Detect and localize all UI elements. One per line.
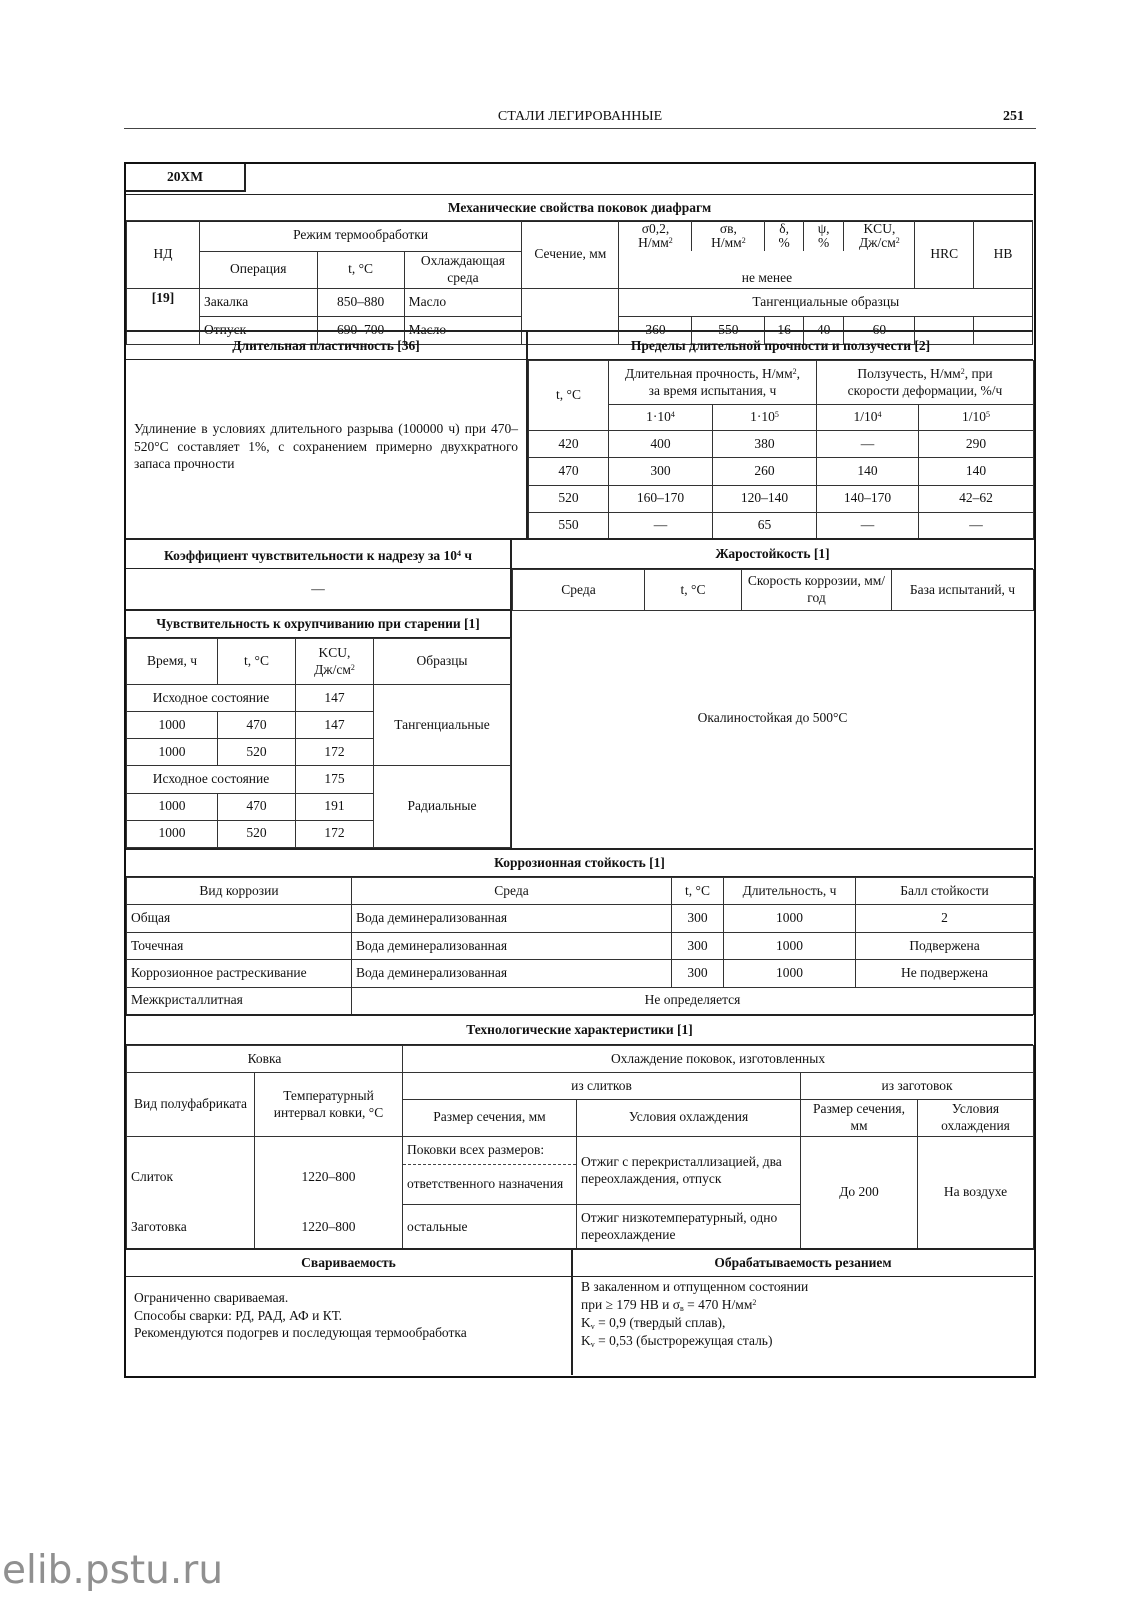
cell: Не определяется: [352, 987, 1034, 1014]
heat-title: Жаростойкость [1]: [512, 540, 1033, 569]
air: На воздухе: [918, 1136, 1034, 1249]
mach-line: $K_v = 0,9$ (твердый сплав),: [581, 1314, 726, 1331]
cooling-header: Охлаждение поковок, изготовленных: [403, 1046, 1034, 1073]
sub-header: $1\cdot 10^5$: [713, 405, 817, 431]
page-number: 251: [1003, 109, 1024, 124]
ingot-t: 1220–800: [255, 1165, 403, 1205]
ingot: Слиток: [127, 1165, 255, 1205]
mach-text: [581, 1278, 808, 1351]
cell: 140–170: [817, 485, 919, 512]
nd-header: НД: [127, 221, 200, 289]
notch-title: Коэффициент чувствительности к надрезу за $10^4$ ч: [126, 540, 510, 569]
blank-t: 1220–800: [255, 1205, 403, 1250]
blanks-header: из заготовок: [801, 1073, 1034, 1099]
rest: остальные: [403, 1205, 577, 1250]
value-cell: 16: [765, 316, 804, 344]
cell: 470: [529, 458, 609, 485]
sub-header: $1\cdot 10^4$: [609, 405, 713, 431]
cell: 172: [296, 739, 374, 766]
heat-col: Скорость коррозии, мм/год: [742, 570, 892, 611]
cell: 120–140: [713, 485, 817, 512]
cell: 140: [817, 458, 919, 485]
page-header: [124, 108, 1036, 129]
heat-col: База испытаний, ч: [892, 570, 1034, 611]
ingots-header: из слитков: [403, 1073, 801, 1099]
aging-block: [126, 610, 512, 848]
heat-col: t, °С: [645, 570, 742, 611]
corr-col: Вид коррозии: [127, 878, 352, 905]
cell: 147: [296, 712, 374, 739]
cell: 175: [296, 766, 374, 793]
cell: 147: [296, 685, 374, 712]
sub-header: $1/10^5$: [919, 405, 1034, 431]
corr-col: t, °С: [672, 878, 724, 905]
mach-line: при ≥ 179 НВ и $\sigma_в = 470$ $Н/мм^2$: [581, 1296, 757, 1313]
cell: 140: [919, 458, 1034, 485]
limits-t-header: t, °С: [529, 361, 609, 431]
hb-header: НВ: [974, 221, 1033, 289]
cell: 300: [609, 458, 713, 485]
heat-text: Окалиностойкая до 500°С: [697, 710, 848, 725]
cell: Вода деминерализованная: [352, 960, 672, 987]
cell: 191: [296, 793, 374, 820]
cell: 550: [529, 512, 609, 539]
cell: [127, 1136, 255, 1164]
aging-col: Образцы: [374, 639, 511, 685]
cell: 400: [609, 431, 713, 458]
cell: 65: [713, 512, 817, 539]
corr-col: Среда: [352, 878, 672, 905]
upto: До 200: [801, 1136, 918, 1249]
medium-cell: Масло: [404, 288, 522, 316]
corr-col: Балл стойкости: [856, 878, 1034, 905]
cell: Коррозионное растрескивание: [127, 960, 352, 987]
cell: Подвержена: [856, 932, 1034, 959]
notch-block: [126, 538, 512, 610]
cell: 1000: [127, 739, 218, 766]
cell: —: [919, 512, 1034, 539]
cell: 520: [529, 485, 609, 512]
size2-header: Размер сечения, мм: [801, 1099, 918, 1136]
cell: Общая: [127, 905, 352, 932]
kcu-header: KCU, $Дж/см^2$: [844, 221, 915, 252]
delta-header: δ, %: [765, 221, 804, 252]
medium-header: Охлаждающая среда: [404, 251, 522, 288]
cell: 420: [529, 431, 609, 458]
cell: 300: [672, 960, 724, 987]
cond-header: Условия охлаждения: [577, 1099, 801, 1136]
hrc-header: HRC: [915, 221, 974, 289]
section-header: Сечение, мм: [522, 221, 619, 289]
forging-header: Ковка: [127, 1046, 403, 1073]
resp: ответственного назначения: [403, 1165, 577, 1205]
mode-header: Режим термообработки: [199, 221, 521, 252]
cell: 300: [672, 905, 724, 932]
cell: Не подвержена: [856, 960, 1034, 987]
aging-col: Время, ч: [127, 639, 218, 685]
cell: 470: [218, 793, 296, 820]
cell: 160–170: [609, 485, 713, 512]
weld-title: Свариваемость: [126, 1250, 571, 1277]
cell: Точечная: [127, 932, 352, 959]
value-cell: 360: [619, 316, 692, 344]
sub-header: $1/10^4$: [817, 405, 919, 431]
plasticity-block: [126, 330, 528, 538]
cell: [255, 1136, 403, 1164]
temp-cell: 690–700: [317, 316, 404, 344]
cell: 470: [218, 712, 296, 739]
temp-cell: 850–880: [317, 288, 404, 316]
heat-block: [512, 538, 1033, 848]
notch-value: —: [311, 581, 325, 596]
medium-cell: Масло: [404, 316, 522, 344]
limits-title: Пределы длительной прочности и ползучести [2]: [528, 332, 1033, 360]
cell: 2: [856, 905, 1034, 932]
cell: 1000: [724, 905, 856, 932]
cell: Вода деминерализованная: [352, 932, 672, 959]
s02-header: σ0,2, $Н/мм^2$: [619, 221, 692, 252]
value-cell: 40: [803, 316, 844, 344]
psi-header: ψ, %: [803, 221, 844, 252]
blank: Заготовка: [127, 1205, 255, 1250]
init-state: Исходное состояние: [127, 766, 296, 793]
samples-radial: Радиальные: [374, 766, 511, 848]
cell: 1000: [127, 793, 218, 820]
value-cell: —: [974, 316, 1033, 344]
tech-block: [126, 1014, 1033, 1248]
grade-label: 20ХМ: [167, 169, 203, 184]
value-cell: 550: [692, 316, 765, 344]
cell: 520: [218, 820, 296, 847]
kind-header: Вид полуфабриката: [127, 1073, 255, 1136]
cell: 290: [919, 431, 1034, 458]
steel-card: [124, 162, 1036, 1378]
value-cell: —: [915, 316, 974, 344]
cell: 42–62: [919, 485, 1034, 512]
nd-ref: [19]: [127, 288, 200, 344]
sv-header: σв, $Н/мм^2$: [692, 221, 765, 252]
aging-col: KCU, $Дж/см^2$: [296, 639, 374, 685]
tech-title: Технологические характеристики [1]: [126, 1016, 1033, 1045]
interval-header: Температурный интервал ковки, °С: [255, 1073, 403, 1136]
long-strength-header: Длительная прочность, $Н/мм^2$, за время испытания, ч: [609, 361, 817, 405]
cell: 520: [218, 739, 296, 766]
init-state: Исходное состояние: [127, 685, 296, 712]
cell: 1000: [127, 820, 218, 847]
watermark: elib.pstu.ru: [2, 1548, 224, 1593]
limits-block: [528, 330, 1033, 538]
mach-title: Обрабатываемость резанием: [573, 1250, 1033, 1277]
cond2-header: Условия охлаждения: [918, 1099, 1034, 1136]
cell: 1000: [127, 712, 218, 739]
value-cell: 60: [844, 316, 915, 344]
weld-line: Рекомендуются подогрев и последующая термообработка: [134, 1325, 467, 1341]
cell: Межкристаллитная: [127, 987, 352, 1014]
plasticity-title: Длительная пластичность [36]: [126, 332, 526, 360]
cell: 300: [672, 932, 724, 959]
mach-line: $K_v = 0,53$ (быстрорежущая сталь): [581, 1333, 773, 1350]
aging-col: t, °С: [218, 639, 296, 685]
weld-line: Ограниченно свариваемая.: [134, 1290, 289, 1305]
mach-block: [573, 1248, 1033, 1375]
resp-cond: Отжиг с перекристаллизацией, два переохлаждения, отпуск: [577, 1136, 801, 1205]
running-title: СТАЛИ ЛЕГИРОВАННЫЕ: [497, 109, 663, 124]
corr-col: Длительность, ч: [724, 878, 856, 905]
corrosion-title: Коррозионная стойкость [1]: [126, 850, 1033, 877]
cell: —: [817, 431, 919, 458]
samples-cell: Тангенциальные образцы: [619, 288, 1033, 316]
not-less: не менее: [619, 251, 915, 288]
cell: 380: [713, 431, 817, 458]
op-cell: Отпуск: [199, 316, 317, 344]
samples-tangential: Тангенциальные: [374, 685, 511, 766]
op-cell: Закалка: [199, 288, 317, 316]
cell: —: [817, 512, 919, 539]
cell: —: [609, 512, 713, 539]
cell: 1000: [724, 960, 856, 987]
plasticity-text: Удлинение в условиях длительного разрыва (100000 ч) при 470–520°С составляет 1%, с сохранением примерно двухкратного запаса прочности: [134, 421, 518, 472]
temp-header: t, °С: [317, 251, 404, 288]
aging-title: Чувствительность к охрупчиванию при старении [1]: [126, 611, 510, 638]
weld-block: [126, 1248, 573, 1375]
cell: 260: [713, 458, 817, 485]
rest-cond: Отжиг низкотемпературный, одно переохлаждение: [577, 1205, 801, 1250]
cell: Вода деминерализованная: [352, 905, 672, 932]
weld-text: [134, 1289, 467, 1342]
heat-col: Среда: [513, 570, 645, 611]
operation-header: Операция: [199, 251, 317, 288]
cell: 172: [296, 820, 374, 847]
mech-table: [126, 220, 1033, 337]
grade-cell: [126, 164, 246, 192]
all-forgings: Поковки всех размеров:: [403, 1136, 577, 1164]
mech-title: Механические свойства поковок диафрагм: [126, 194, 1033, 222]
corrosion-block: [126, 848, 1033, 1014]
size-header: Размер сечения, мм: [403, 1099, 577, 1136]
cell: 1000: [724, 932, 856, 959]
weld-line: Способы сварки: РД, РАД, АФ и КТ.: [134, 1307, 342, 1323]
creep-header: Ползучесть, $Н/мм^2$, при скорости деформации, %/ч: [817, 361, 1034, 405]
mach-line: В закаленном и отпущенном состоянии: [581, 1279, 809, 1294]
